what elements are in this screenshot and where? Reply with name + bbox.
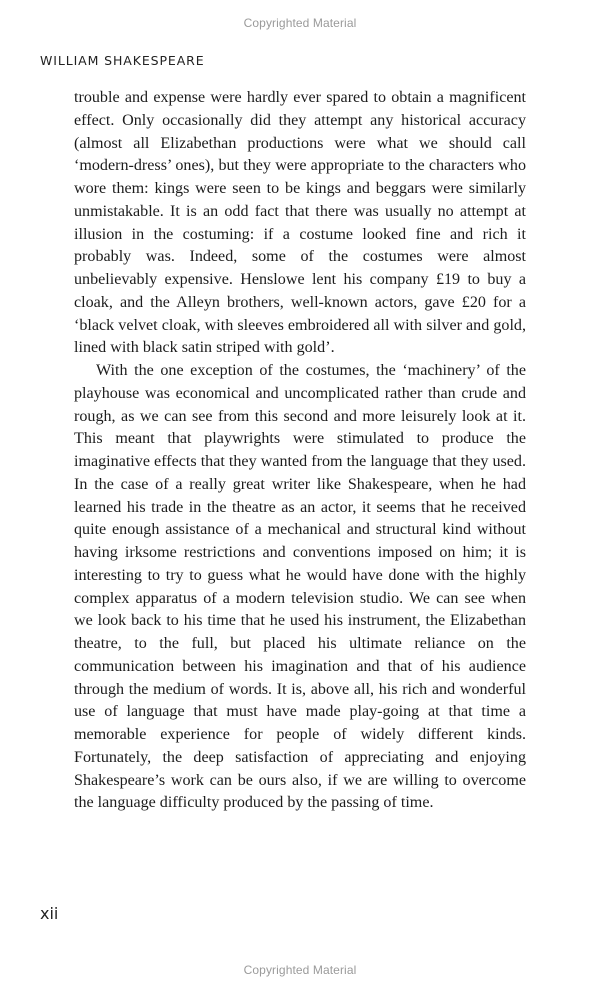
page-body-text: [74, 87, 526, 815]
page-number: xii: [40, 904, 59, 923]
copyright-watermark-bottom: Copyrighted Material: [243, 963, 357, 977]
copyright-watermark-top: Copyrighted Material: [243, 16, 357, 30]
running-header-title: WILLIAM SHAKESPEARE: [40, 53, 205, 68]
paragraph-1: trouble and expense were hardly ever spared to obtain a magnificent effect. Only occasionally did they attempt any historical accuracy (almost all Elizabethan productions were what we should call ‘modern-dress’ ones), but they were appropriate to the characters who wore them: kings were seen to be kings and beggars were similarly unmistakable. It is an odd fact that there was usually no attempt at illusion in the costuming: if a costume looked fine and rich it probably was. Indeed, some of the costumes were almost unbelievably expensive. Henslowe lent his company £19 to buy a cloak, and the Alleyn brothers, well-known actors, gave £20 for a ‘black velvet cloak, with sleeves embroidered all with silver and gold, lined with black satin striped with gold’.: [74, 89, 526, 357]
paragraph-2: With the one exception of the costumes, the ‘machinery’ of the playhouse was economical and uncomplicated rather than crude and rough, as we can see from this second and more leisurely look at it. This meant that playwrights were stimulated to produce the imaginative effects that they wanted from the language that they used. In the case of a really great writer like Shakespeare, when he had learned his trade in the theatre as an actor, it seems that he received quite enough assistance of a mechanical and structural kind without having irksome restrictions and conventions imposed on him; it is interesting to try to guess what he would have done with the highly complex apparatus of a modern television studio. We can see when we look back to his time that he used his instrument, the Elizabethan theatre, to the full, but placed his ultimate reliance on the communication between his imagination and that of his audience through the medium of words. It is, above all, his rich and wonderful use of language that must have made play-going at that time a memorable experience for people of widely different kinds. Fortunately, the deep satisfaction of appreciating and enjoying Shakespeare’s work can be ours also, if we are willing to overcome the language difficulty produced by the passing of time.: [74, 362, 526, 812]
